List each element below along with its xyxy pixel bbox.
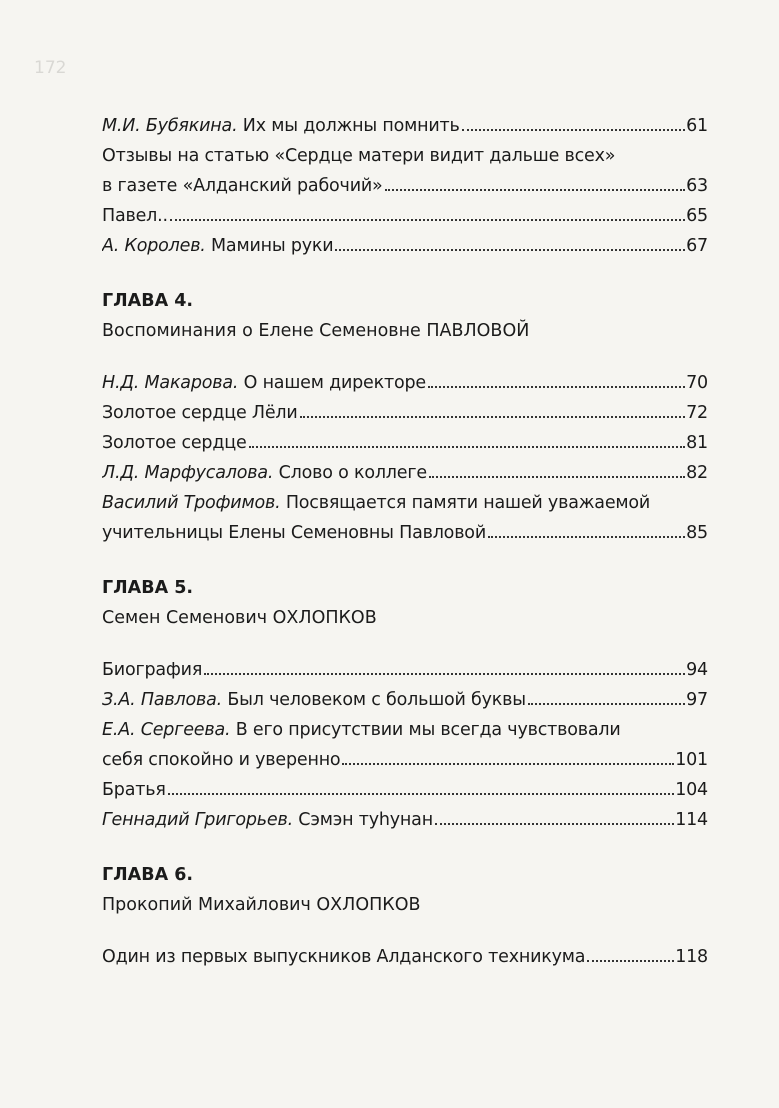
entry-title: Их мы должны помнить bbox=[237, 116, 460, 136]
toc-entry[interactable] bbox=[102, 171, 708, 201]
dot-leader bbox=[170, 219, 685, 221]
entry-title: Сэмэн туһунан bbox=[292, 810, 433, 830]
entry-title: Слово о коллеге bbox=[273, 463, 427, 483]
entry-title: Братья bbox=[102, 780, 166, 800]
toc-entry[interactable] bbox=[102, 518, 708, 548]
dot-leader bbox=[488, 536, 685, 538]
entry-author: Василий Трофимов. bbox=[102, 493, 281, 513]
toc-entry[interactable] bbox=[102, 655, 708, 685]
dot-leader bbox=[428, 386, 685, 388]
entry-author: Геннадий Григорьев. bbox=[102, 810, 293, 830]
chapter-subtitle: Семен Семенович ОХЛОПКОВ bbox=[102, 608, 377, 628]
entry-title-line: Отзывы на статью «Сердце матери видит дальше всех» bbox=[102, 146, 616, 166]
entry-page: 85 bbox=[686, 523, 708, 543]
entry-page: 114 bbox=[675, 810, 708, 830]
dot-leader bbox=[300, 416, 686, 418]
dot-leader bbox=[435, 823, 674, 825]
toc-entry[interactable] bbox=[102, 231, 708, 261]
entry-page: 118 bbox=[675, 947, 708, 967]
entry-title: себя спокойно и уверенно bbox=[102, 750, 341, 770]
entry-author: Л.Д. Марфусалова. bbox=[102, 463, 274, 483]
toc-entry[interactable] bbox=[102, 368, 708, 398]
toc-entry[interactable] bbox=[102, 201, 708, 231]
dot-leader bbox=[462, 129, 685, 131]
entry-page: 101 bbox=[675, 750, 708, 770]
toc-entry[interactable] bbox=[102, 458, 708, 488]
dot-leader bbox=[429, 476, 685, 478]
entry-author: М.И. Бубякина. bbox=[102, 116, 238, 136]
dot-leader bbox=[204, 673, 685, 675]
page-number: 172 bbox=[34, 58, 67, 78]
toc-entry[interactable] bbox=[102, 398, 708, 428]
entry-title-line: В его присутствии мы всегда чувствовали bbox=[230, 720, 621, 740]
entry-author: З.А. Павлова. bbox=[102, 690, 222, 710]
entry-title-line: Посвящается памяти нашей уважаемой bbox=[280, 493, 651, 513]
entry-page: 82 bbox=[686, 463, 708, 483]
dot-leader bbox=[168, 793, 675, 795]
toc-entry[interactable] bbox=[102, 685, 708, 715]
toc-entry[interactable] bbox=[102, 745, 708, 775]
dot-leader bbox=[249, 446, 686, 448]
entry-title: Был человеком с большой буквы bbox=[221, 690, 526, 710]
entry-title: Золотое сердце Лёли bbox=[102, 403, 298, 423]
chapter-heading: ГЛАВА 5. bbox=[102, 578, 194, 598]
entry-page: 72 bbox=[686, 403, 708, 423]
entry-title: Один из первых выпускников Алданского техникума bbox=[102, 947, 586, 967]
table-of-contents bbox=[102, 111, 708, 972]
toc-entry[interactable] bbox=[102, 805, 708, 835]
entry-page: 63 bbox=[686, 176, 708, 196]
chapter-heading: ГЛАВА 6. bbox=[102, 865, 194, 885]
toc-entry[interactable] bbox=[102, 775, 708, 805]
toc-entry[interactable] bbox=[102, 428, 708, 458]
chapter-subtitle: Воспоминания о Елене Семеновне ПАВЛОВОЙ bbox=[102, 321, 530, 341]
entry-page: 94 bbox=[686, 660, 708, 680]
entry-page: 65 bbox=[686, 206, 708, 226]
entry-author: А. Королев. bbox=[102, 236, 206, 256]
entry-title: Биография bbox=[102, 660, 203, 680]
entry-title: Золотое сердце bbox=[102, 433, 247, 453]
entry-page: 97 bbox=[686, 690, 708, 710]
toc-entry[interactable] bbox=[102, 942, 708, 972]
dot-leader bbox=[342, 763, 674, 765]
entry-author: Н.Д. Макарова. bbox=[102, 373, 239, 393]
toc-entry[interactable] bbox=[102, 111, 708, 141]
dot-leader bbox=[335, 249, 685, 251]
entry-title: Павел.. bbox=[102, 206, 168, 226]
dot-leader bbox=[385, 189, 686, 191]
entry-title: в газете «Алданский рабочий» bbox=[102, 176, 383, 196]
entry-page: 67 bbox=[686, 236, 708, 256]
entry-page: 61 bbox=[686, 116, 708, 136]
entry-title: О нашем директоре bbox=[238, 373, 426, 393]
entry-title: учительницы Елены Семеновны Павловой bbox=[102, 523, 486, 543]
entry-page: 81 bbox=[686, 433, 708, 453]
entry-page: 104 bbox=[675, 780, 708, 800]
entry-author: Е.А. Сергеева. bbox=[102, 720, 231, 740]
chapter-subtitle: Прокопий Михайлович ОХЛОПКОВ bbox=[102, 895, 421, 915]
entry-title: Мамины руки bbox=[205, 236, 334, 256]
dot-leader bbox=[587, 960, 674, 962]
chapter-heading: ГЛАВА 4. bbox=[102, 291, 194, 311]
dot-leader bbox=[528, 703, 685, 705]
entry-page: 70 bbox=[686, 373, 708, 393]
